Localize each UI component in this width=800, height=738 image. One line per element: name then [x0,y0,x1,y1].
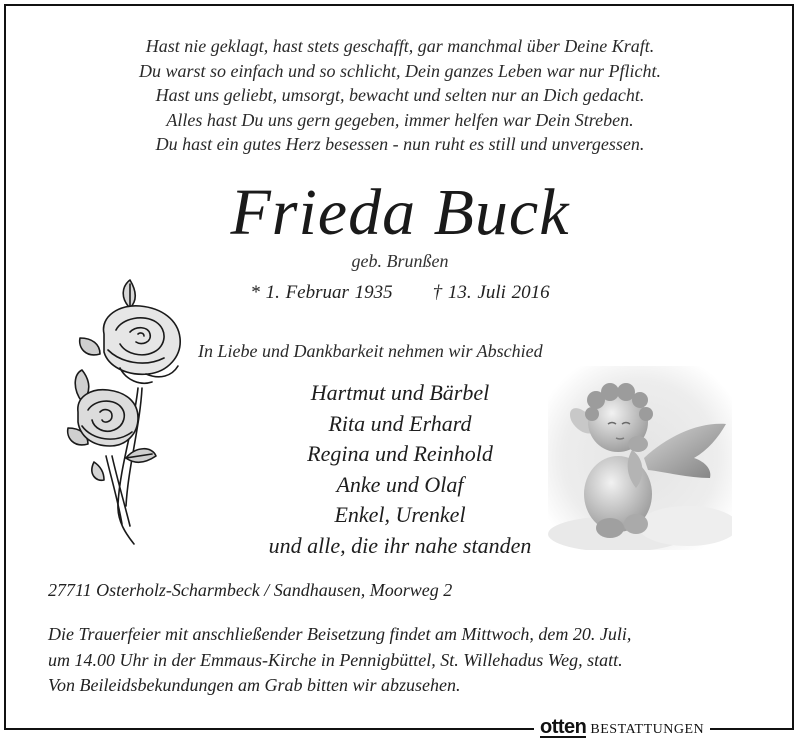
mourners-list [200,378,600,561]
mourner-line: Hartmut und Bärbel [310,380,490,405]
brand-subtitle: BESTATTUNGEN [590,722,705,737]
poem-line: Alles hast Du uns gern gegeben, immer helfen war Dein Streben. [166,109,634,130]
mourner-line: Rita und Erhard [328,410,472,436]
ceremony-line: Die Trauerfeier mit anschließender Beisetzung findet am Mittwoch, dem 20. Juli, [48,624,632,644]
birth-date: * 1. Februar 1935 [250,282,393,303]
farewell-intro: In Liebe und Dankbarkeit nehmen wir Abschied [198,341,543,361]
brand-name: otten [540,716,587,738]
poem-line: Du hast ein gutes Herz besessen - nun ruht es still und unvergessen. [155,134,645,154]
deceased-name: Frieda Buck [230,176,570,249]
mourner-line: Enkel, Urenkel [334,502,466,527]
poem-line: Hast uns geliebt, umsorgt, bewacht und selten nur an Dich gedacht. [155,85,645,105]
poem-line: Hast nie geklagt, hast stets geschafft, gar manchmal über Deine Kraft. [145,36,655,56]
cherub-icon [548,366,732,550]
ceremony-info [48,622,631,699]
mourner-line: Anke und Olaf [336,471,464,497]
mourner-line: und alle, die ihr nahe standen [268,532,532,558]
ceremony-line: um 14.00 Uhr in der Emmaus-Kirche in Pennigbüttel, St. Willehadus Weg, statt. [48,649,623,670]
address-line: 27711 Osterholz-Scharmbeck / Sandhausen, Moorweg 2 [48,580,453,600]
funeral-home-logo [534,718,710,738]
poem [0,34,800,157]
mourner-line: Regina und Reinhold [307,441,493,466]
poem-line: Du warst so einfach und so schlicht, Dein ganzes Leben war nur Pflicht. [139,60,661,81]
rose-icon [60,276,200,548]
ceremony-line: Von Beileidsbekundungen am Grab bitten wir abzusehen. [48,675,461,695]
maiden-name: geb. Brunßen [351,251,449,271]
death-date: † 13. Juli 2016 [432,282,550,303]
